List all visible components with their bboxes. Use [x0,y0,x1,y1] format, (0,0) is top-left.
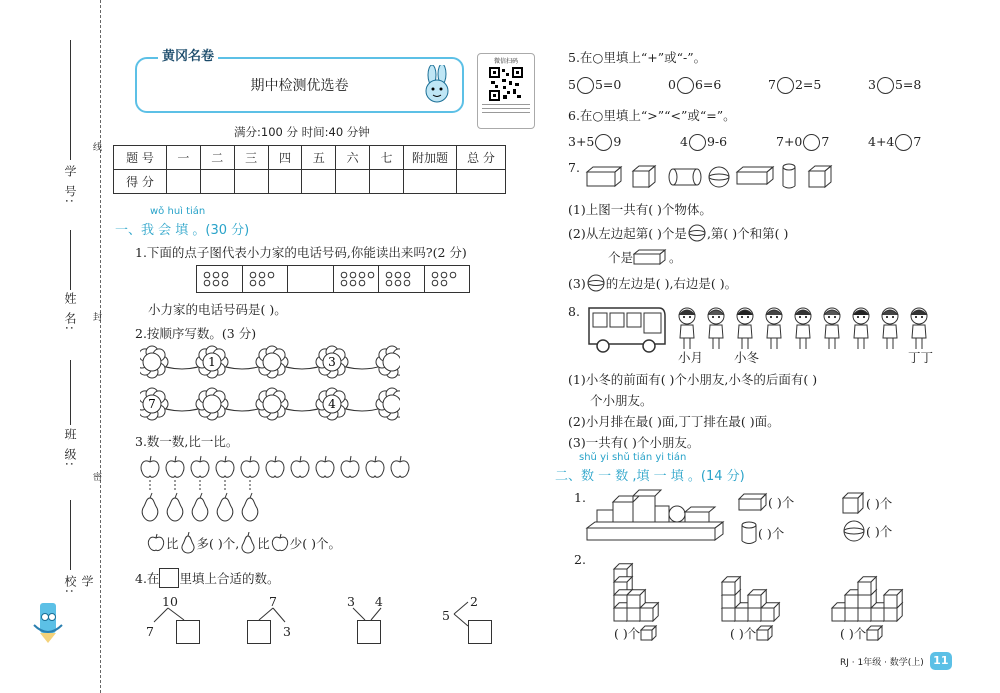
q8-part1-cont: 个小朋友。 [590,393,653,408]
solid-structure-picture [585,488,725,544]
q8-label: 8. [568,304,580,319]
dot [404,272,410,278]
number-flower[interactable] [376,346,400,378]
unit-cube [722,577,740,595]
qr-code-icon [489,67,523,101]
school-label: 学 校: [63,575,94,596]
q6-right: 7 [821,134,830,149]
section1-title: 一、我 会 填 。(30 分) [115,223,250,238]
cube-icon [842,492,866,514]
dot [395,280,401,286]
q4-text [135,568,279,588]
s2q2-blank[interactable]: ( )个 [614,626,641,641]
unit-cube [858,577,876,595]
student-no-label: 学 号: [63,165,77,205]
bond-right: 3 [283,624,291,639]
section2-pinyin: shǔ yi shǔ tián yi tián [579,452,687,463]
bond-top: 10 [162,594,178,609]
s2q1-blank[interactable]: ( )个 [866,524,893,539]
dot-card [379,266,425,292]
q5-item [768,77,821,94]
apple-icon [316,456,334,477]
number-flower[interactable] [196,388,228,420]
number-flower[interactable] [316,388,348,420]
q7-part2-text-a: (2)从左边起第( )个是 [568,226,687,241]
q5-item [568,77,621,94]
sphere-icon [586,274,606,292]
number-flower[interactable] [376,388,400,420]
dot [450,272,456,278]
dot-card [197,266,243,292]
apple-icon [366,456,384,477]
score-cell[interactable] [336,170,370,194]
page-title: 期中检测优选卷 [250,78,349,94]
q6-item [868,134,921,151]
score-header-cell: 三 [234,146,268,170]
bond-right-top: 2 [470,594,478,609]
q5-right: 2=5 [794,77,822,92]
q3-word-more-than: 比 [166,536,179,551]
pear-icon [167,493,183,521]
dot [204,280,210,286]
dot [359,280,365,286]
q6-right: 9 [613,134,622,149]
s2q1-cube-count [842,492,892,514]
score-cell[interactable] [234,170,268,194]
q5-right: 5=0 [594,77,622,92]
child-figure [708,308,724,349]
q6-left: 7+0 [776,134,803,149]
number-flower[interactable] [256,346,288,378]
s2q1-label: 1. [574,490,586,505]
q7-part2-text-b: ,第( )个和第( ) [706,226,789,241]
pear-icon [192,493,208,521]
q6-answer-circle[interactable] [895,134,912,151]
q6-item [776,134,829,151]
dot [368,272,374,278]
binding-mark-fold: 密 [93,473,103,483]
q5-left: 0 [668,77,676,92]
q7-part3-text-a: (3) [568,275,586,291]
s2q1-sphere-count [842,519,892,543]
child-figure [795,308,811,349]
section2-title: 二、数 一 数 ,填 一 填 。(14 分) [555,469,745,484]
number-bond-4 [440,592,510,642]
class-label: 班 级: [63,428,77,468]
dot [350,280,356,286]
score-header-cell: 附加题 [404,146,457,170]
dot [213,280,219,286]
q8-part1: (1)小冬的前面有( )个小朋友,小冬的后面有( ) [568,372,818,387]
bond-left: 7 [146,624,154,639]
bond-left: 5 [442,608,450,623]
child-figure [911,308,927,349]
score-cell[interactable] [404,170,457,194]
score-cell[interactable] [200,170,234,194]
score-table-header-row [114,146,506,170]
q7-part3 [568,274,737,292]
dot [259,272,265,278]
child-figure [679,308,695,349]
cylinder-icon [783,164,795,188]
q8-part3: (3)一共有( )个小朋友。 [568,435,700,450]
dot-card [334,266,380,292]
q5-left: 5 [568,77,576,92]
number-flower[interactable] [140,346,168,378]
dot-card [425,266,470,292]
school-underline [70,500,71,570]
q5-answer-circle[interactable] [877,77,894,94]
q7-label: 7. [568,160,580,175]
dot [341,272,347,278]
cuboid-icon [587,167,621,186]
dot [341,280,347,286]
dot-card [288,266,334,292]
kid-name-dingding: 丁丁 [908,350,934,365]
bond-top: 7 [269,594,277,609]
name-label: 姓 名: [63,292,77,332]
sphere-icon [687,224,707,242]
s2q1-cylinder-count [740,521,784,545]
dot-card [243,266,289,292]
q5-right: 5=8 [894,77,922,92]
number-flower[interactable] [256,388,288,420]
apple-icon [146,533,166,553]
q6-answer-circle[interactable] [595,134,612,151]
q5-left: 7 [768,77,776,92]
score-cell[interactable] [457,170,506,194]
pear-icon [179,532,197,554]
apple-icon [291,456,309,477]
cube-icon [866,625,884,641]
q3-compare-line [146,532,341,554]
number-flower[interactable] [196,346,228,378]
q4-box-symbol [159,568,179,588]
name-field[interactable] [60,230,80,350]
score-header-cell: 四 [268,146,302,170]
q4-text-end: 里填上合适的数。 [179,571,280,586]
cuboid-icon [737,167,773,184]
q8-part2: (2)小月排在最( )面,丁丁排在最( )面。 [568,414,780,429]
stacked-cubes-figures [610,550,910,622]
dot [386,280,392,286]
dot [386,272,392,278]
q5-left: 3 [868,77,876,92]
dot [222,272,228,278]
class-underline [70,360,71,425]
sphere-icon [709,167,729,187]
s2q1-blank[interactable]: ( )个 [758,526,785,541]
q3-text: 3.数一数,比一比。 [135,434,239,449]
dot [432,272,438,278]
score-header-cell: 五 [302,146,336,170]
dot [250,272,256,278]
pencil-mascot-icon [28,595,68,645]
dot [441,280,447,286]
q7-part2-line1 [568,224,788,242]
q6-right: 9-6 [706,134,728,149]
kid-name-xiaoyue: 小月 [678,350,704,365]
q6-answer-circle[interactable] [803,134,820,151]
q6-item [568,134,621,151]
s2q2-count-1 [614,624,658,642]
flower-number: 3 [328,355,336,369]
s2q2-blank[interactable]: ( )个 [840,626,867,641]
exam-meta: 满分:100 分 时间:40 分钟 [234,125,370,139]
s2q1-cuboid-count [738,492,794,512]
dot [222,280,228,286]
q3-word-less-than: 比 [257,536,270,551]
s2q1-blank[interactable]: ( )个 [866,496,893,511]
score-cell[interactable] [302,170,336,194]
cube-icon [756,625,774,641]
flower-number: 7 [148,397,156,411]
q7-part2-text-c: 个是 [608,250,634,265]
apple-icon [141,456,159,477]
q5-item [868,77,921,94]
q6-item [680,134,727,151]
dot [432,280,438,286]
q3-blank-more[interactable]: 多( )个, [196,536,240,551]
apple-pear-rows [140,452,440,524]
dot [204,272,210,278]
cuboid-icon [738,492,768,512]
q4-text-start: 4.在 [135,571,160,586]
score-cell[interactable] [370,170,404,194]
apple-icon [270,533,290,553]
children-queue [673,304,943,354]
q5-item [668,77,721,94]
score-header-cell: 总 分 [457,146,506,170]
score-table [113,145,506,194]
unit-cube [884,590,902,608]
bond-answer-box[interactable] [247,620,271,644]
apple-icon [216,456,234,477]
pear-icon [217,493,233,521]
child-figure [882,308,898,349]
q6-left: 4+4 [868,134,895,149]
score-row-label: 得 分 [114,170,167,194]
cube-icon [809,166,831,187]
q5-answer-circle[interactable] [777,77,794,94]
s2q2-count-2 [730,624,774,642]
child-figure [766,308,782,349]
q1-text: 1.下面的点子图代表小力家的电话号码,你能读出来吗?(2 分) [135,245,467,260]
dot [350,272,356,278]
q7-part2-line2: 个是 。 [608,250,682,265]
cuboid-icon [633,248,669,266]
q7-solid-shapes [585,162,835,192]
bond-top: 3 4 [347,594,383,609]
qr-code-label: 微信扫码 [493,58,518,65]
pear-icon [239,532,257,554]
q1-answer-line: 小力家的电话号码是( )。 [148,302,287,317]
dot [359,272,365,278]
child-figure [853,308,869,349]
binding-mark-line: 线 [93,143,103,153]
pear-icon [242,493,258,521]
qr-code-panel[interactable] [477,53,535,129]
score-table-score-row [114,170,506,194]
unit-cube [748,590,766,608]
bond-answer-box[interactable] [176,620,200,644]
score-header-cell: 二 [200,146,234,170]
q2-text: 2.按顺序写数。(3 分) [135,326,257,341]
apple-icon [341,456,359,477]
dot [213,272,219,278]
section1-pinyin: wǒ huì tián [150,206,206,217]
s2q1-blank[interactable]: ( )个 [768,495,795,510]
dot [268,272,274,278]
dot [404,280,410,286]
number-sequence-flowers [140,340,400,430]
binding-mark-seal: 封 [93,313,103,323]
student-no-field[interactable] [60,40,80,205]
kid-name-xiaodong: 小冬 [734,350,760,365]
apple-icon [166,456,184,477]
score-cell[interactable] [167,170,201,194]
q6-text: 6.在○里填上“>”“<”或“=”。 [568,108,736,123]
cylinder-lying-icon [669,169,701,185]
apple-icon [391,456,409,477]
q5-right: 6=6 [694,77,722,92]
score-header-cell: 六 [336,146,370,170]
number-bond-3 [345,592,415,642]
q5-text: 5.在○里填上“+”或“-”。 [568,50,707,65]
q6-left: 3+5 [568,134,595,149]
s2q2-label: 2. [574,552,586,567]
dot [250,280,256,286]
dot [441,272,447,278]
apple-icon [191,456,209,477]
pear-icon [142,493,158,521]
number-flower[interactable] [140,388,168,420]
bus-icon [585,304,670,354]
q7-part3-text-b: 的左边是( ),右边是( )。 [605,276,738,291]
q5-answer-circle[interactable] [577,77,594,94]
sphere-icon [842,519,866,543]
apple-icon [266,456,284,477]
bond-answer-box[interactable] [357,620,381,644]
cube-icon [633,166,655,187]
qr-code-text-lines [482,104,530,113]
q6-right: 7 [913,134,922,149]
class-field[interactable] [60,360,80,480]
flower-number: 1 [208,355,216,369]
name-underline [70,230,71,290]
score-header-cell: 题 号 [114,146,167,170]
apple-icon [241,456,259,477]
footer-text: RJ · 1年级 · 数学(上) [840,657,924,668]
flower-number: 4 [328,397,336,411]
score-header-cell: 一 [167,146,201,170]
number-bond-2 [245,592,315,642]
number-bond-1 [140,592,210,642]
dot [259,280,265,286]
rabbit-mascot-icon [412,65,460,109]
phone-dot-cards [196,265,470,293]
s2q2-blank[interactable]: ( )个 [730,626,757,641]
student-no-underline [70,40,71,160]
page-number-badge: 11 [930,652,952,670]
q6-answer-circle[interactable] [689,134,706,151]
score-header-cell: 七 [370,146,404,170]
number-flower[interactable] [316,346,348,378]
binding-dashed-line [100,0,101,693]
score-cell[interactable] [268,170,302,194]
q3-blank-less[interactable]: 少( )个。 [289,536,341,551]
brand-logo: 黄冈名卷 [158,45,218,64]
q5-answer-circle[interactable] [677,77,694,94]
page-footer [840,652,952,670]
q7-part1: (1)上图一共有( )个物体。 [568,202,712,217]
school-field[interactable] [60,500,94,610]
child-figure [737,308,753,349]
cylinder-icon [740,521,758,545]
dot [395,272,401,278]
bond-answer-box[interactable] [468,620,492,644]
cube-icon [640,625,658,641]
child-figure [824,308,840,349]
unit-cube [627,590,645,608]
q6-left: 4 [680,134,688,149]
s2q2-count-3 [840,624,884,642]
